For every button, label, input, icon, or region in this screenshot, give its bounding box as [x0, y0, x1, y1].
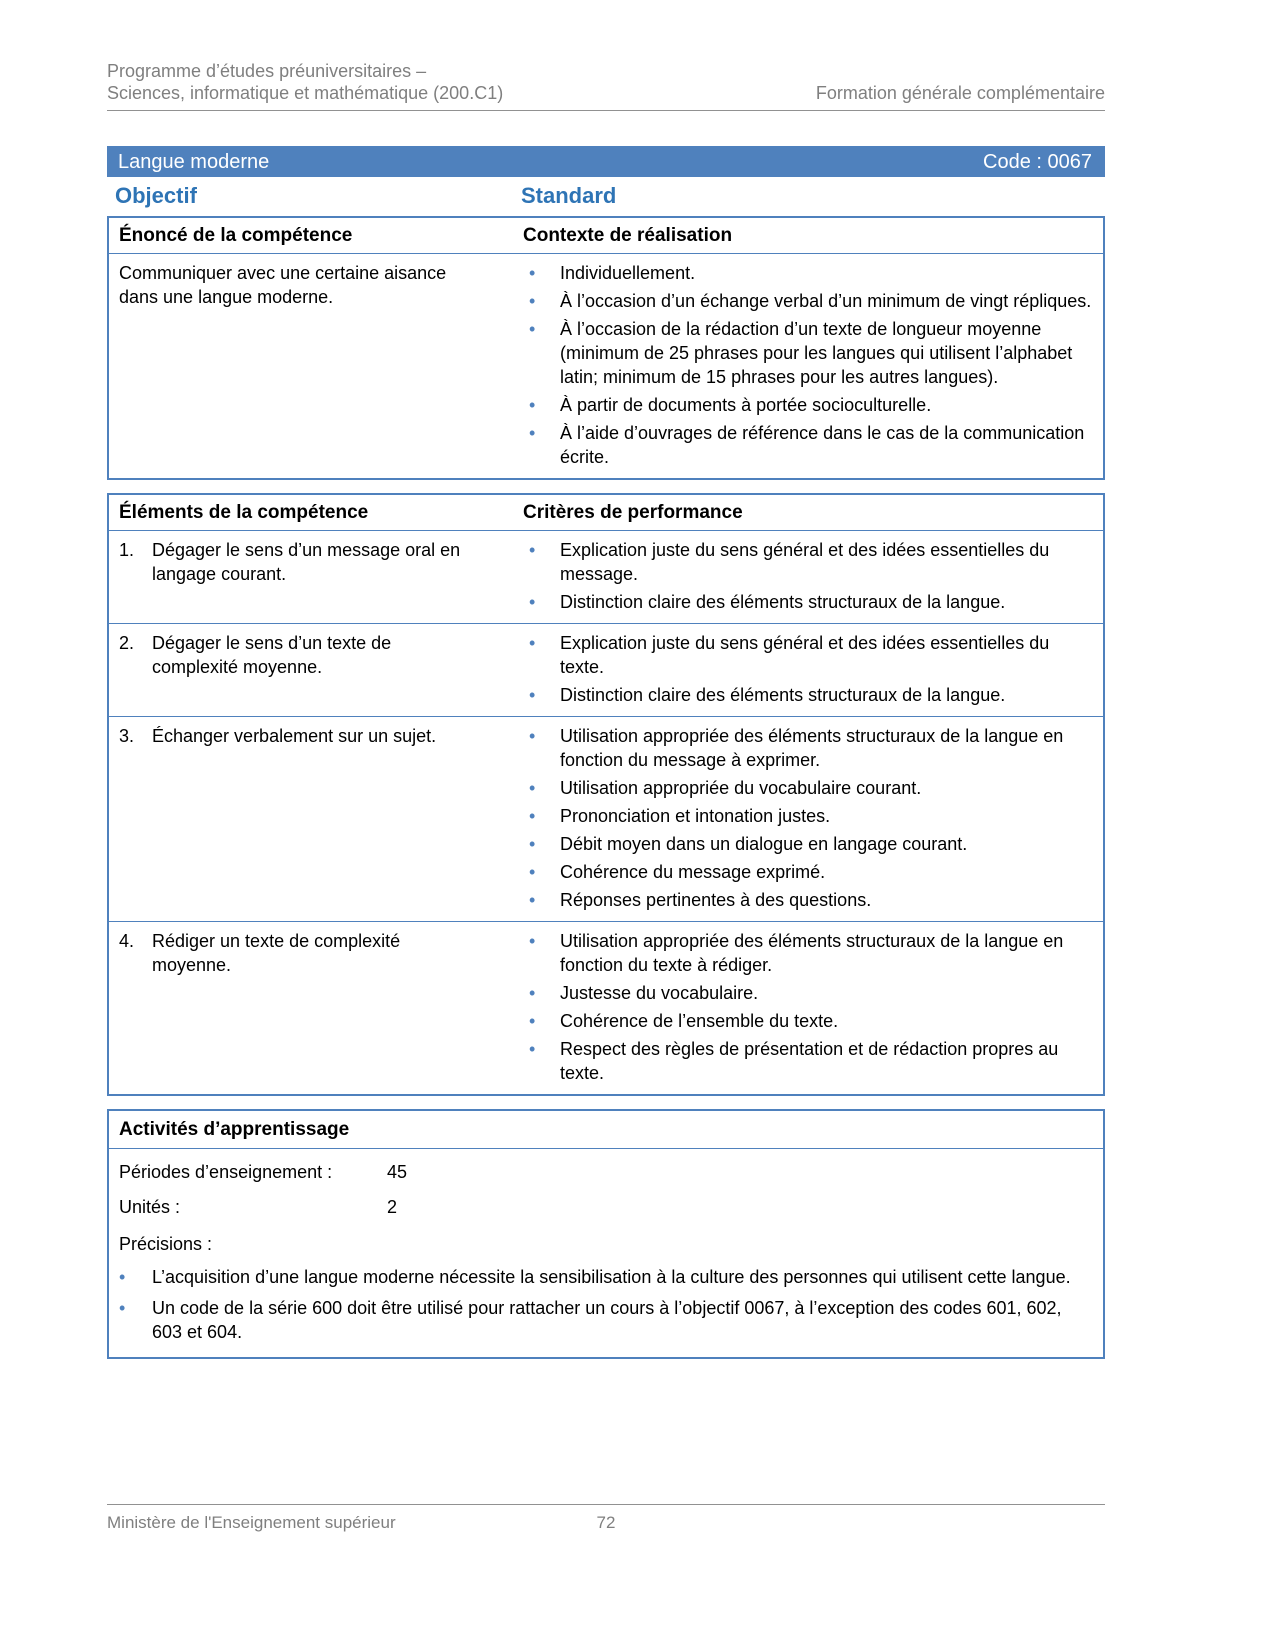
- list-item: [529, 393, 1093, 417]
- list-item: [119, 1265, 1091, 1289]
- bullet-text: Cohérence de l’ensemble du texte.: [560, 1011, 839, 1031]
- list-item: [529, 1009, 1093, 1033]
- bullet-text: Distinction claire des éléments structuraux de la langue.: [560, 592, 1006, 612]
- periods-row: [119, 1160, 1091, 1184]
- header-program-line1: Programme d’études préuniversitaires –: [107, 61, 427, 81]
- element-text: Dégager le sens d’un message oral en langage courant.: [152, 540, 461, 584]
- activities-box: [107, 1109, 1105, 1359]
- course-title: Langue moderne: [118, 150, 270, 173]
- bullet-text: Débit moyen dans un dialogue en langage courant.: [560, 834, 968, 854]
- bullet-text: À partir de documents à portée socioculturelle.: [560, 395, 932, 415]
- bullet-text: Justesse du vocabulaire.: [560, 983, 759, 1003]
- table-row: [109, 716, 1103, 921]
- footer-ministry: Ministère de l'Enseignement supérieur: [107, 1513, 396, 1532]
- units-row: [119, 1195, 1091, 1219]
- periods-label: Périodes d’enseignement :: [119, 1162, 333, 1182]
- bullet-icon: •: [529, 263, 536, 283]
- units-value: 2: [387, 1197, 398, 1217]
- element-text: Dégager le sens d’un texte de complexité moyenne.: [152, 633, 392, 677]
- element-number: 2.: [119, 633, 135, 653]
- bullet-icon: •: [529, 633, 536, 653]
- activities-title: Activités d’apprentissage: [109, 1111, 1103, 1149]
- bullet-text: L’acquisition d’une langue moderne nécessite la sensibilisation à la culture des personnes qui utilisent cette langue.: [152, 1267, 1071, 1287]
- bullet-text: À l’occasion de la rédaction d’un texte de longueur moyenne (minimum de 25 phrases pour les langues qui utilisent l’alphabet latin; minimum de 15 phrases pour les autres langues).: [560, 319, 1073, 387]
- header-program-line2: Sciences, informatique et mathématique (200.C1): [107, 83, 504, 103]
- list-item: [529, 776, 1093, 800]
- page-footer: [107, 1504, 1105, 1533]
- list-item: [529, 888, 1093, 912]
- document-page: [107, 0, 1105, 1372]
- bullet-icon: •: [529, 1039, 536, 1059]
- bullet-icon: •: [529, 834, 536, 854]
- list-item: [529, 981, 1093, 1005]
- context-list: [514, 254, 1103, 478]
- criteria-list: [514, 922, 1103, 1094]
- bullet-icon: •: [529, 778, 536, 798]
- objectif-standard-row: [107, 177, 1105, 216]
- bullet-text: Distinction claire des éléments structuraux de la langue.: [560, 685, 1006, 705]
- bullet-text: Cohérence du message exprimé.: [560, 862, 826, 882]
- bullet-icon: •: [529, 931, 536, 951]
- header-section-label: Formation générale complémentaire: [815, 83, 1105, 103]
- table2-header-row: [109, 495, 1103, 531]
- list-item: [529, 1037, 1093, 1085]
- bullet-text: Individuellement.: [560, 263, 696, 283]
- bullet-icon: •: [529, 319, 536, 339]
- list-item: [529, 804, 1093, 828]
- list-item: [529, 538, 1093, 586]
- list-item: [529, 289, 1093, 313]
- table1-header-row: [109, 218, 1103, 254]
- bullet-icon: •: [529, 291, 536, 311]
- bullet-text: Réponses pertinentes à des questions.: [560, 890, 872, 910]
- element-text: Rédiger un texte de complexité moyenne.: [152, 931, 401, 975]
- bullet-icon: •: [529, 862, 536, 882]
- course-code: Code : 0067: [983, 150, 1092, 173]
- table1-body: [109, 254, 1103, 478]
- bullet-icon: •: [529, 423, 536, 443]
- table-row: [109, 623, 1103, 716]
- list-item: [529, 590, 1093, 614]
- bullet-text: Un code de la série 600 doit être utilisé pour rattacher un cours à l’objectif 0067, à l’exception des codes 601, 602, 603 et 604.: [152, 1298, 1062, 1342]
- element-number: 1.: [119, 540, 135, 560]
- bullet-icon: •: [529, 685, 536, 705]
- bullet-icon: •: [529, 540, 536, 560]
- bullet-text: Explication juste du sens général et des idées essentielles du texte.: [560, 633, 1050, 677]
- bullet-text: À l’aide d’ouvrages de référence dans le cas de la communication écrite.: [560, 423, 1085, 467]
- bullet-text: Utilisation appropriée des éléments structuraux de la langue en fonction du message à exprimer.: [560, 726, 1064, 770]
- element-text: Échanger verbalement sur un sujet.: [152, 726, 437, 746]
- bullet-icon: •: [529, 983, 536, 1003]
- table-row: [109, 921, 1103, 1094]
- bullet-text: Utilisation appropriée des éléments structuraux de la langue en fonction du texte à rédiger.: [560, 931, 1064, 975]
- competence-statement: Communiquer avec une certaine aisance dans une langue moderne.: [119, 263, 447, 307]
- list-item: [529, 317, 1093, 389]
- bullet-text: À l’occasion d’un échange verbal d’un minimum de vingt répliques.: [560, 291, 1092, 311]
- element-cell: [109, 922, 514, 1094]
- objectif-heading: Objectif: [115, 183, 197, 208]
- bullet-text: Respect des règles de présentation et de rédaction propres au texte.: [560, 1039, 1059, 1083]
- table2-body: [109, 531, 1103, 1094]
- bullet-icon: •: [529, 1011, 536, 1031]
- element-cell: [109, 717, 514, 921]
- list-item: [529, 860, 1093, 884]
- table2-left-header: Éléments de la compétence: [119, 502, 369, 523]
- table-row: [109, 531, 1103, 623]
- course-banner: [107, 146, 1105, 177]
- list-item: [529, 421, 1093, 469]
- page-header: [107, 0, 1105, 111]
- page-number: 72: [596, 1513, 616, 1532]
- table1-left-header: Énoncé de la compétence: [119, 225, 353, 246]
- units-label: Unités :: [119, 1197, 181, 1217]
- table1-right-header: Contexte de réalisation: [523, 225, 733, 246]
- precisions-label: Précisions :: [119, 1234, 213, 1254]
- element-number: 3.: [119, 726, 135, 746]
- bullet-text: Utilisation appropriée du vocabulaire courant.: [560, 778, 922, 798]
- bullet-text: Prononciation et intonation justes.: [560, 806, 831, 826]
- bullet-icon: •: [119, 1298, 126, 1318]
- bullet-icon: •: [529, 395, 536, 415]
- element-cell: [109, 531, 514, 623]
- list-item: [529, 832, 1093, 856]
- bullet-icon: •: [529, 592, 536, 612]
- table2-right-header: Critères de performance: [523, 502, 743, 523]
- list-item: [529, 631, 1093, 679]
- list-item: [529, 261, 1093, 285]
- activities-body: [109, 1149, 1103, 1357]
- bullet-icon: •: [529, 890, 536, 910]
- standard-heading: Standard: [521, 183, 617, 208]
- periods-value: 45: [387, 1162, 408, 1182]
- criteria-list: [514, 624, 1103, 716]
- elements-criteria-table: [107, 493, 1105, 1096]
- footer-spacer: [615, 1512, 1105, 1533]
- element-number: 4.: [119, 931, 135, 951]
- criteria-list: [514, 531, 1103, 623]
- competence-statement-cell: [109, 254, 514, 478]
- bullet-icon: •: [529, 726, 536, 746]
- bullet-icon: •: [529, 806, 536, 826]
- bullet-icon: •: [119, 1267, 126, 1287]
- list-item: [529, 929, 1093, 977]
- list-item: [529, 683, 1093, 707]
- competence-context-table: [107, 216, 1105, 480]
- list-item: [529, 724, 1093, 772]
- element-cell: [109, 624, 514, 716]
- list-item: [119, 1296, 1091, 1344]
- header-program: [107, 60, 503, 104]
- criteria-list: [514, 717, 1103, 921]
- table-row: [109, 254, 1103, 478]
- bullet-text: Explication juste du sens général et des idées essentielles du message.: [560, 540, 1050, 584]
